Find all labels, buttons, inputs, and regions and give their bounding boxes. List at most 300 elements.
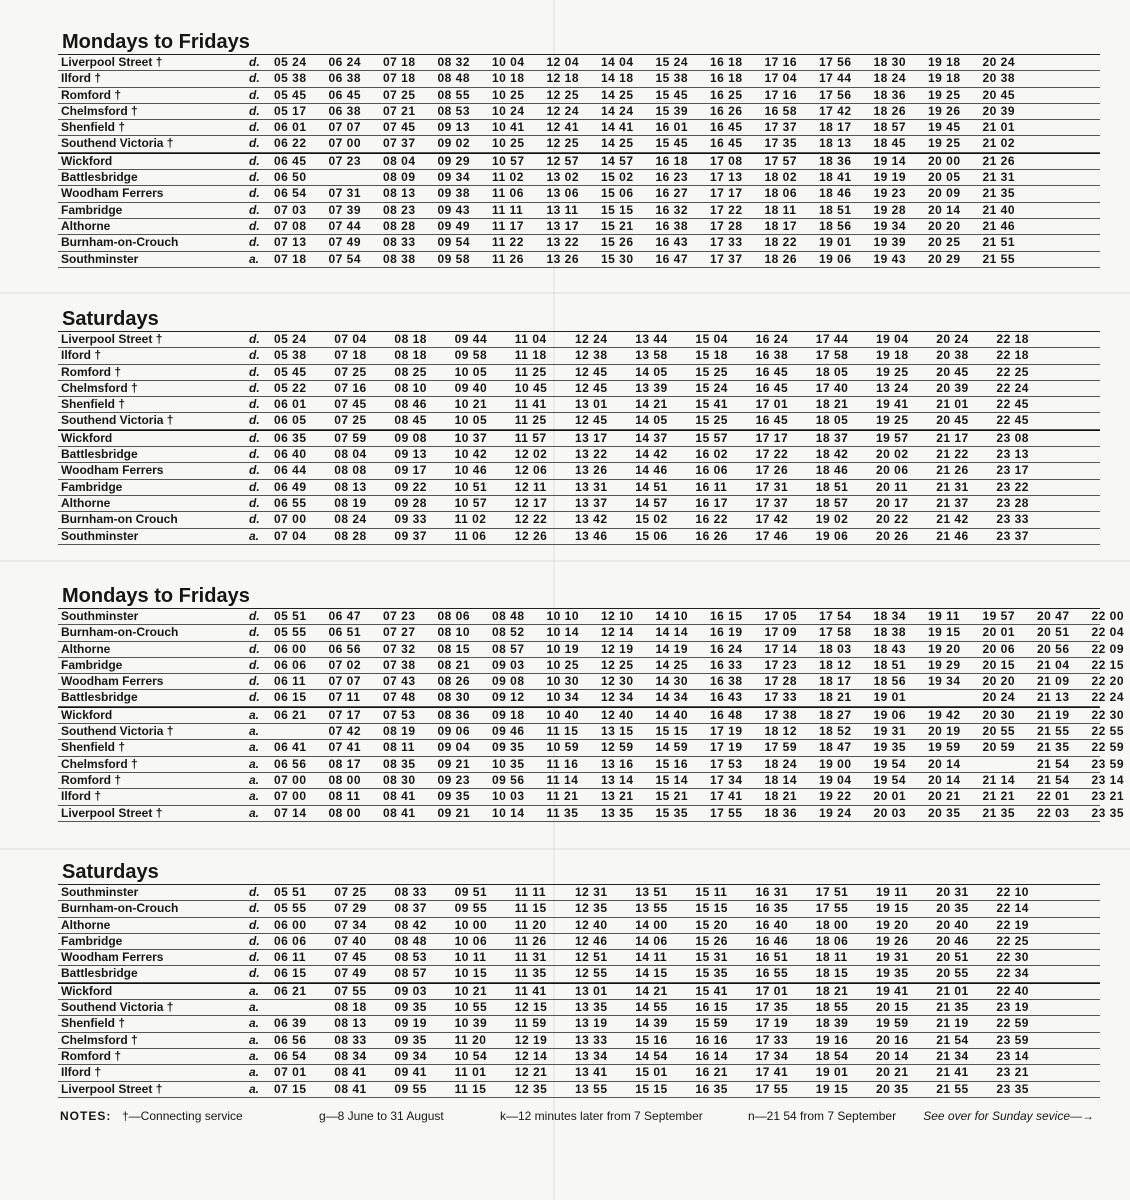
- time-cell: 08 11: [383, 740, 415, 755]
- time-cell: 19 15: [928, 625, 961, 640]
- time-cell: 22 09: [1091, 641, 1125, 656]
- time-cell: 19 14: [873, 153, 907, 168]
- time-cell: 07 41: [328, 740, 362, 755]
- time-cell: 13 55: [575, 1081, 608, 1096]
- station-name: Chelmsford †: [61, 756, 138, 771]
- time-cell: 09 22: [394, 479, 427, 494]
- time-cell: 08 19: [334, 495, 367, 510]
- time-cell: 17 53: [710, 756, 743, 771]
- time-cell: 22 10: [996, 885, 1029, 899]
- time-cell: 10 06: [454, 933, 488, 948]
- time-cell: 18 36: [764, 805, 798, 820]
- table-row: [58, 609, 1125, 625]
- time-cell: 17 14: [764, 641, 798, 656]
- time-cell: 22 30: [996, 950, 1029, 965]
- time-cell: 17 55: [755, 1081, 789, 1096]
- table-row: [58, 657, 1125, 674]
- time-cell: 15 02: [635, 512, 668, 527]
- time-cell: 20 24: [982, 55, 1016, 69]
- time-cell: 11 41: [514, 983, 547, 998]
- time-cell: 21 19: [936, 1016, 969, 1031]
- time-cell: 11 25: [514, 413, 547, 428]
- notes-label: NOTES:: [60, 1109, 112, 1123]
- time-cell: 10 21: [454, 983, 488, 998]
- note-n: n—21 54 from 7 September: [748, 1109, 897, 1123]
- time-cell: 12 57: [546, 153, 580, 168]
- time-cell: 16 55: [755, 966, 789, 981]
- time-cell: 14 04: [601, 55, 634, 69]
- time-cell: 10 57: [454, 495, 488, 510]
- time-cell: 08 24: [334, 512, 367, 527]
- time-cell: 13 26: [546, 251, 580, 266]
- time-cell: 16 43: [710, 690, 743, 705]
- time-cell: 14 34: [655, 690, 689, 705]
- time-cell: 18 41: [819, 170, 852, 185]
- time-cell: 18 56: [873, 674, 907, 689]
- arr-dep-flag: d.: [249, 332, 260, 346]
- page-fold: [0, 292, 1130, 294]
- station-name: Woodham Ferrers: [61, 463, 164, 478]
- arr-dep-flag: d.: [249, 495, 260, 510]
- station-name: Liverpool Street †: [61, 332, 163, 346]
- time-cell: 14 18: [601, 71, 634, 86]
- time-cell: 09 46: [492, 724, 525, 739]
- time-cell: 07 29: [334, 901, 367, 916]
- time-cell: 23 13: [996, 447, 1029, 462]
- time-cell: 16 18: [710, 71, 743, 86]
- time-cell: 08 55: [437, 87, 471, 102]
- time-cell: 19 25: [876, 364, 909, 379]
- time-cell: 07 43: [383, 674, 416, 689]
- time-cell: 07 45: [334, 397, 367, 412]
- table-row: [58, 186, 1100, 202]
- time-cell: 10 04: [492, 55, 525, 69]
- time-cell: 15 35: [655, 805, 689, 820]
- arr-dep-flag: a.: [249, 707, 260, 722]
- time-cell: 09 54: [437, 235, 471, 250]
- time-cell: 06 44: [274, 463, 307, 478]
- station-name: Althorne: [61, 641, 111, 656]
- station-name: Althorne: [61, 218, 111, 233]
- arr-dep-flag: d.: [249, 901, 260, 916]
- time-cell: 23 22: [996, 479, 1029, 494]
- time-cell: 09 58: [437, 251, 471, 266]
- arr-dep-flag: a.: [249, 805, 260, 820]
- time-cell: 19 34: [928, 674, 961, 689]
- time-cell: 19 35: [876, 966, 909, 981]
- time-cell: 11 26: [514, 933, 547, 948]
- time-cell: 15 21: [655, 789, 689, 804]
- time-cell: 09 38: [437, 186, 471, 201]
- time-cell: 08 30: [437, 690, 471, 705]
- arr-dep-flag: d.: [249, 479, 260, 494]
- time-cell: 21 35: [982, 805, 1016, 820]
- station-name: Wickford: [61, 983, 113, 998]
- time-cell: 07 13: [274, 235, 307, 250]
- time-cell: 09 12: [492, 690, 525, 705]
- time-cell: 12 11: [514, 479, 547, 494]
- time-cell: 08 25: [394, 364, 427, 379]
- station-name: Southend Victoria †: [61, 724, 174, 739]
- time-cell: 22 00: [1091, 609, 1125, 623]
- arr-dep-flag: a.: [249, 983, 260, 998]
- page-fold: [0, 560, 1130, 562]
- time-cell: 17 17: [710, 186, 743, 201]
- time-cell: 09 21: [437, 805, 471, 820]
- arr-dep-flag: d.: [249, 950, 260, 965]
- time-cell: 08 48: [437, 71, 471, 86]
- time-cell: 12 45: [575, 413, 608, 428]
- time-cell: 18 00: [815, 917, 849, 932]
- time-cell: 19 18: [928, 71, 961, 86]
- table-row: [58, 625, 1125, 641]
- time-cell: 13 06: [546, 186, 580, 201]
- time-cell: 11 20: [514, 917, 547, 932]
- time-cell: 14 21: [635, 397, 668, 412]
- time-cell: 21 55: [936, 1081, 969, 1096]
- time-cell: 15 41: [695, 983, 728, 998]
- time-cell: 21 02: [982, 136, 1016, 151]
- time-cell: 20 35: [876, 1081, 909, 1096]
- time-cell: 16 17: [695, 495, 728, 510]
- time-cell: 15 35: [695, 966, 728, 981]
- time-cell: 14 37: [635, 430, 668, 445]
- time-cell: 07 18: [383, 71, 416, 86]
- time-cell: 18 55: [815, 1000, 849, 1015]
- time-cell: 14 55: [635, 1000, 668, 1015]
- time-cell: 19 06: [819, 251, 852, 266]
- time-cell: 09 34: [437, 170, 471, 185]
- time-cell: 17 40: [815, 380, 849, 395]
- table-row: [58, 348, 1100, 364]
- arr-dep-flag: a.: [249, 724, 260, 739]
- time-cell: 07 37: [383, 136, 416, 151]
- time-cell: 14 06: [635, 933, 668, 948]
- time-cell: 10 55: [454, 1000, 488, 1015]
- time-cell: 22 25: [996, 933, 1029, 948]
- time-cell: 17 55: [710, 805, 743, 820]
- station-name: Southminster: [61, 251, 139, 266]
- station-name: Burnham-on Crouch: [61, 512, 178, 527]
- time-cell: 06 40: [274, 447, 307, 462]
- time-cell: 10 21: [454, 397, 488, 412]
- time-cell: 18 51: [873, 657, 907, 672]
- time-cell: 06 00: [274, 917, 307, 932]
- time-cell: 17 33: [755, 1032, 789, 1047]
- arr-dep-flag: d.: [249, 218, 260, 233]
- time-cell: 12 17: [514, 495, 548, 510]
- time-cell: 22 34: [996, 966, 1029, 981]
- time-cell: 20 45: [936, 413, 969, 428]
- time-cell: 11 21: [546, 789, 579, 804]
- time-cell: 14 51: [635, 479, 668, 494]
- station-name: Burnham-on-Crouch: [61, 625, 179, 640]
- time-cell: 12 04: [546, 55, 580, 69]
- time-cell: 22 25: [996, 364, 1029, 379]
- time-cell: 20 21: [928, 789, 961, 804]
- time-cell: 08 23: [383, 202, 416, 217]
- time-cell: 12 24: [575, 332, 608, 346]
- time-cell: 16 45: [710, 136, 743, 151]
- time-cell: 12 18: [546, 71, 580, 86]
- time-cell: 21 01: [982, 120, 1016, 135]
- time-cell: 18 56: [819, 218, 852, 233]
- station-name: Chelmsford †: [61, 103, 138, 118]
- time-cell: 17 55: [815, 901, 849, 916]
- time-cell: 22 14: [996, 901, 1029, 916]
- time-cell: 17 57: [764, 153, 798, 168]
- arr-dep-flag: a.: [249, 1000, 260, 1015]
- time-cell: 19 28: [873, 202, 907, 217]
- time-cell: 08 46: [394, 397, 427, 412]
- time-cell: 09 08: [492, 674, 525, 689]
- arr-dep-flag: a.: [249, 1048, 260, 1063]
- station-name: Ilford †: [61, 789, 102, 804]
- time-cell: 19 23: [873, 186, 907, 201]
- time-cell: 17 17: [755, 430, 789, 445]
- time-cell: 13 35: [575, 1000, 608, 1015]
- time-cell: 19 06: [873, 707, 907, 722]
- time-cell: 22 59: [996, 1016, 1029, 1031]
- time-cell: 18 46: [815, 463, 849, 478]
- time-cell: 08 00: [328, 772, 362, 787]
- time-cell: 13 01: [575, 397, 608, 412]
- time-cell: 15 45: [655, 136, 689, 151]
- timetable-rows: [58, 54, 1100, 268]
- time-cell: 13 35: [601, 805, 634, 820]
- time-cell: 14 15: [635, 966, 668, 981]
- time-cell: 21 34: [936, 1048, 969, 1063]
- time-cell: 19 11: [876, 885, 908, 899]
- time-cell: 21 35: [1037, 740, 1070, 755]
- time-cell: 20 17: [876, 495, 909, 510]
- time-cell: 14 25: [601, 87, 634, 102]
- station-name: Southend Victoria †: [61, 1000, 174, 1015]
- station-name: Woodham Ferrers: [61, 950, 164, 965]
- time-cell: 11 15: [514, 901, 547, 916]
- time-cell: 13 15: [601, 724, 634, 739]
- time-cell: 22 19: [996, 917, 1029, 932]
- time-cell: 16 35: [695, 1081, 728, 1096]
- arr-dep-flag: a.: [249, 1081, 260, 1096]
- time-cell: 08 11: [328, 789, 361, 804]
- time-cell: 17 37: [755, 495, 789, 510]
- table-row: [58, 1016, 1100, 1032]
- time-cell: 17 46: [755, 528, 789, 543]
- time-cell: 20 29: [928, 251, 961, 266]
- time-cell: 19 34: [873, 218, 907, 233]
- time-cell: 18 37: [815, 430, 849, 445]
- time-cell: 11 15: [546, 724, 579, 739]
- time-cell: 17 31: [755, 479, 789, 494]
- time-cell: 06 51: [328, 625, 362, 640]
- time-cell: 19 42: [928, 707, 961, 722]
- time-cell: 10 18: [492, 71, 525, 86]
- time-cell: 12 40: [601, 707, 634, 722]
- time-cell: 06 21: [274, 707, 307, 722]
- time-cell: 11 06: [454, 528, 487, 543]
- time-cell: 18 03: [819, 641, 852, 656]
- time-cell: 16 45: [710, 120, 743, 135]
- station-name: Romford †: [61, 1048, 121, 1063]
- time-cell: 19 41: [876, 397, 909, 412]
- arr-dep-flag: d.: [249, 202, 260, 217]
- time-cell: 18 54: [815, 1048, 849, 1063]
- time-cell: 05 38: [274, 348, 307, 363]
- time-cell: 14 00: [635, 917, 668, 932]
- time-cell: 20 24: [982, 690, 1016, 705]
- time-cell: 05 17: [274, 103, 307, 118]
- time-cell: 22 24: [1091, 690, 1125, 705]
- time-cell: 10 05: [454, 364, 488, 379]
- time-cell: 16 33: [710, 657, 743, 672]
- time-cell: 08 52: [492, 625, 525, 640]
- time-cell: 08 10: [394, 380, 427, 395]
- arr-dep-flag: a.: [249, 1065, 260, 1080]
- time-cell: 09 28: [394, 495, 427, 510]
- time-cell: 15 15: [601, 202, 634, 217]
- time-cell: 17 09: [764, 625, 798, 640]
- time-cell: 06 21: [274, 983, 307, 998]
- time-cell: 09 03: [492, 657, 525, 672]
- table-row: [58, 153, 1100, 170]
- time-cell: 17 33: [764, 690, 798, 705]
- time-cell: 20 00: [928, 153, 961, 168]
- time-cell: 19 26: [928, 103, 961, 118]
- time-cell: 18 38: [873, 625, 907, 640]
- time-cell: 20 45: [936, 364, 969, 379]
- time-cell: 14 05: [635, 413, 668, 428]
- time-cell: 11 35: [546, 805, 579, 820]
- section-title: Mondays to Fridays: [62, 31, 250, 53]
- table-row: [58, 480, 1100, 496]
- station-name: Ilford †: [61, 348, 102, 363]
- table-row: [58, 447, 1100, 463]
- time-cell: 21 26: [982, 153, 1016, 168]
- time-cell: 05 24: [274, 55, 307, 69]
- time-cell: 16 23: [655, 170, 689, 185]
- time-cell: 10 51: [454, 479, 488, 494]
- time-cell: 17 58: [815, 348, 849, 363]
- time-cell: 08 13: [334, 1016, 367, 1031]
- time-cell: 12 59: [601, 740, 634, 755]
- table-row: [58, 397, 1100, 413]
- time-cell: 08 33: [334, 1032, 367, 1047]
- station-name: Woodham Ferrers: [61, 186, 164, 201]
- time-cell: 12 41: [546, 120, 580, 135]
- station-name: Ilford †: [61, 71, 102, 86]
- table-row: [58, 1033, 1100, 1049]
- arr-dep-flag: a.: [249, 528, 260, 543]
- table-row: [58, 805, 1125, 822]
- time-cell: 10 05: [454, 413, 488, 428]
- time-cell: 12 10: [601, 609, 634, 623]
- time-cell: 14 54: [635, 1048, 668, 1063]
- time-cell: 13 39: [635, 380, 668, 395]
- time-cell: 08 48: [394, 933, 427, 948]
- time-cell: 07 17: [328, 707, 362, 722]
- station-name: Wickford: [61, 153, 113, 168]
- time-cell: 08 28: [383, 218, 416, 233]
- time-cell: 13 34: [575, 1048, 608, 1063]
- time-cell: 05 24: [274, 332, 307, 346]
- time-cell: 16 31: [755, 885, 789, 899]
- time-cell: 13 33: [575, 1032, 608, 1047]
- station-name: Woodham Ferrers: [61, 674, 164, 689]
- arr-dep-flag: a.: [249, 756, 260, 771]
- arr-dep-flag: d.: [249, 917, 260, 932]
- time-cell: 23 59: [1091, 756, 1125, 771]
- table-row: [58, 381, 1100, 397]
- time-cell: 18 15: [815, 966, 849, 981]
- table-row: [58, 934, 1100, 950]
- time-cell: 21 21: [982, 789, 1016, 804]
- time-cell: 17 01: [755, 983, 789, 998]
- time-cell: 14 41: [601, 120, 634, 135]
- time-cell: 15 16: [635, 1032, 668, 1047]
- time-cell: 20 21: [876, 1065, 909, 1080]
- time-cell: 11 26: [492, 251, 524, 266]
- time-cell: 17 28: [764, 674, 798, 689]
- time-cell: 17 44: [815, 332, 849, 346]
- time-cell: 12 14: [514, 1048, 548, 1063]
- time-cell: 10 25: [546, 657, 580, 672]
- time-cell: 19 59: [928, 740, 961, 755]
- table-row: [58, 463, 1100, 479]
- table-row: [58, 136, 1100, 152]
- time-cell: 09 56: [492, 772, 525, 787]
- table-row: [58, 724, 1125, 740]
- time-cell: 09 18: [492, 707, 525, 722]
- time-cell: 12 31: [575, 885, 608, 899]
- see-over-note: See over for Sunday sevice—→: [923, 1109, 1094, 1123]
- time-cell: 17 34: [710, 772, 743, 787]
- time-cell: 11 02: [492, 170, 524, 185]
- table-row: [58, 918, 1100, 934]
- station-name: Althorne: [61, 917, 111, 932]
- time-cell: 11 41: [514, 397, 547, 412]
- time-cell: 13 41: [575, 1065, 608, 1080]
- time-cell: 07 04: [274, 528, 307, 543]
- time-cell: 11 01: [454, 1065, 487, 1080]
- table-row: [58, 772, 1125, 789]
- section-title: Mondays to Fridays: [62, 585, 250, 607]
- time-cell: 08 28: [334, 528, 367, 543]
- time-cell: 14 11: [635, 950, 668, 965]
- time-cell: 19 31: [876, 950, 909, 965]
- time-cell: 06 56: [274, 1032, 307, 1047]
- time-cell: 06 06: [274, 933, 307, 948]
- table-row: [58, 219, 1100, 235]
- time-cell: 15 26: [695, 933, 728, 948]
- time-cell: 12 22: [514, 512, 548, 527]
- time-cell: 08 08: [334, 463, 367, 478]
- time-cell: 08 33: [383, 235, 416, 250]
- station-name: Romford †: [61, 87, 121, 102]
- time-cell: 09 35: [394, 1032, 427, 1047]
- time-cell: 17 01: [755, 397, 789, 412]
- time-cell: 19 15: [815, 1081, 849, 1096]
- time-cell: 19 02: [815, 512, 849, 527]
- time-cell: 18 47: [819, 740, 852, 755]
- time-cell: 16 25: [710, 87, 743, 102]
- time-cell: 19 57: [982, 609, 1016, 623]
- time-cell: 07 04: [334, 332, 367, 346]
- time-cell: 17 23: [764, 657, 798, 672]
- time-cell: 07 32: [383, 641, 416, 656]
- station-name: Burnham-on-Crouch: [61, 235, 179, 250]
- time-cell: 12 35: [514, 1081, 548, 1096]
